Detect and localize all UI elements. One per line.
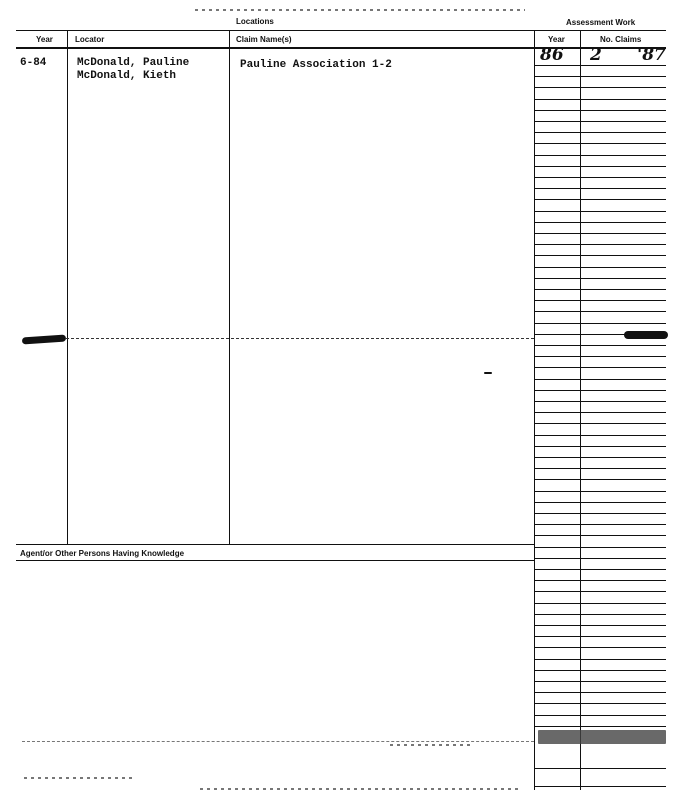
assessment-rule — [534, 513, 666, 514]
assessment-rule — [534, 703, 666, 704]
header-top-rule — [16, 30, 666, 31]
assessment-rule — [534, 143, 666, 144]
assessment-rule — [534, 255, 666, 256]
assessment-rule — [534, 166, 666, 167]
assessment-rule — [534, 99, 666, 100]
assessment-rule — [534, 524, 666, 525]
assessment-rule — [534, 199, 666, 200]
col-locator-header: Locator — [75, 35, 105, 44]
assessment-rule — [534, 726, 666, 727]
assessment-rule — [534, 715, 666, 716]
agent-section-label: Agent/or Other Persons Having Knowledge — [20, 549, 185, 558]
right-edge-smudge — [624, 331, 668, 339]
assessment-rule — [534, 356, 666, 357]
assessment-year-handwritten: 86 — [540, 45, 564, 65]
entry-claim-name: Pauline Association 1-2 — [240, 59, 392, 71]
assessment-rule — [534, 535, 666, 536]
assessment-rule — [534, 659, 666, 660]
col-year-header: Year — [36, 35, 53, 44]
bottom-noise-2 — [200, 788, 520, 790]
agent-top-rule — [16, 544, 534, 545]
assessment-rule — [534, 110, 666, 111]
assessment-rule — [534, 457, 666, 458]
bottom-fold-line — [22, 741, 534, 742]
assessment-rule — [534, 211, 666, 212]
col-divider-assessment — [580, 30, 581, 790]
assessment-rule — [534, 323, 666, 324]
bottom-noise-3 — [390, 744, 470, 746]
assessment-rule — [534, 121, 666, 122]
col-divider-year — [67, 30, 68, 544]
assessment-rule — [534, 87, 666, 88]
assessment-rule — [534, 670, 666, 671]
col-aw-claims-header: No. Claims — [600, 35, 642, 44]
assessment-rule — [534, 65, 666, 66]
entry-year: 6-84 — [20, 57, 47, 69]
assessment-rule — [534, 468, 666, 469]
assessment-rule — [534, 289, 666, 290]
col-divider-locator — [229, 30, 230, 544]
header-bottom-rule — [16, 47, 666, 49]
assessment-rule — [534, 188, 666, 189]
bottom-right-smear — [538, 730, 666, 744]
assessment-rule — [534, 300, 666, 301]
fold-line — [66, 338, 534, 339]
assessment-rule — [534, 155, 666, 156]
assessment-rule — [534, 647, 666, 648]
assessment-rule — [534, 479, 666, 480]
col-claim-names-header: Claim Name(s) — [236, 35, 292, 44]
assessment-rule — [534, 244, 666, 245]
assessment-rule — [534, 412, 666, 413]
assessment-rule — [534, 177, 666, 178]
assessment-rule — [534, 491, 666, 492]
assessment-claims-handwritten: 2 — [590, 45, 602, 65]
left-edge-smudge — [22, 334, 66, 344]
assessment-extra-handwritten: '87 — [637, 45, 666, 65]
small-mark — [484, 372, 492, 374]
assessment-rule — [534, 345, 666, 346]
assessment-rule — [534, 614, 666, 615]
locations-title: Locations — [236, 17, 274, 26]
assessment-rule — [534, 367, 666, 368]
assessment-rule — [534, 401, 666, 402]
assessment-rule — [534, 233, 666, 234]
agent-bottom-rule — [16, 560, 534, 561]
assessment-rule — [534, 558, 666, 559]
bottom-rule — [534, 786, 666, 787]
assessment-rule — [534, 446, 666, 447]
assessment-rule — [534, 423, 666, 424]
assessment-rule — [534, 603, 666, 604]
entry-locator-2: McDonald, Kieth — [77, 70, 177, 82]
assessment-rule — [534, 435, 666, 436]
col-aw-year-header: Year — [548, 35, 565, 44]
assessment-rule — [534, 636, 666, 637]
assessment-rule — [534, 502, 666, 503]
col-divider-claims — [534, 30, 535, 790]
assessment-rule — [534, 580, 666, 581]
assessment-rule — [534, 390, 666, 391]
scan-noise — [195, 9, 525, 11]
assessment-rule — [534, 132, 666, 133]
assessment-rule — [534, 311, 666, 312]
bottom-noise-1 — [24, 777, 134, 779]
entry-locator-1: McDonald, Pauline — [77, 57, 190, 69]
assessment-rule — [534, 547, 666, 548]
assessment-rule — [534, 267, 666, 268]
bottom-right-rule — [534, 768, 666, 769]
assessment-rule — [534, 379, 666, 380]
assessment-rule — [534, 76, 666, 77]
assessment-rule — [534, 692, 666, 693]
assessment-rule — [534, 625, 666, 626]
assessment-rule — [534, 569, 666, 570]
assessment-rule — [534, 681, 666, 682]
assessment-rule — [534, 222, 666, 223]
assessment-rule — [534, 591, 666, 592]
assessment-work-title: Assessment Work — [566, 18, 636, 27]
assessment-rule — [534, 278, 666, 279]
